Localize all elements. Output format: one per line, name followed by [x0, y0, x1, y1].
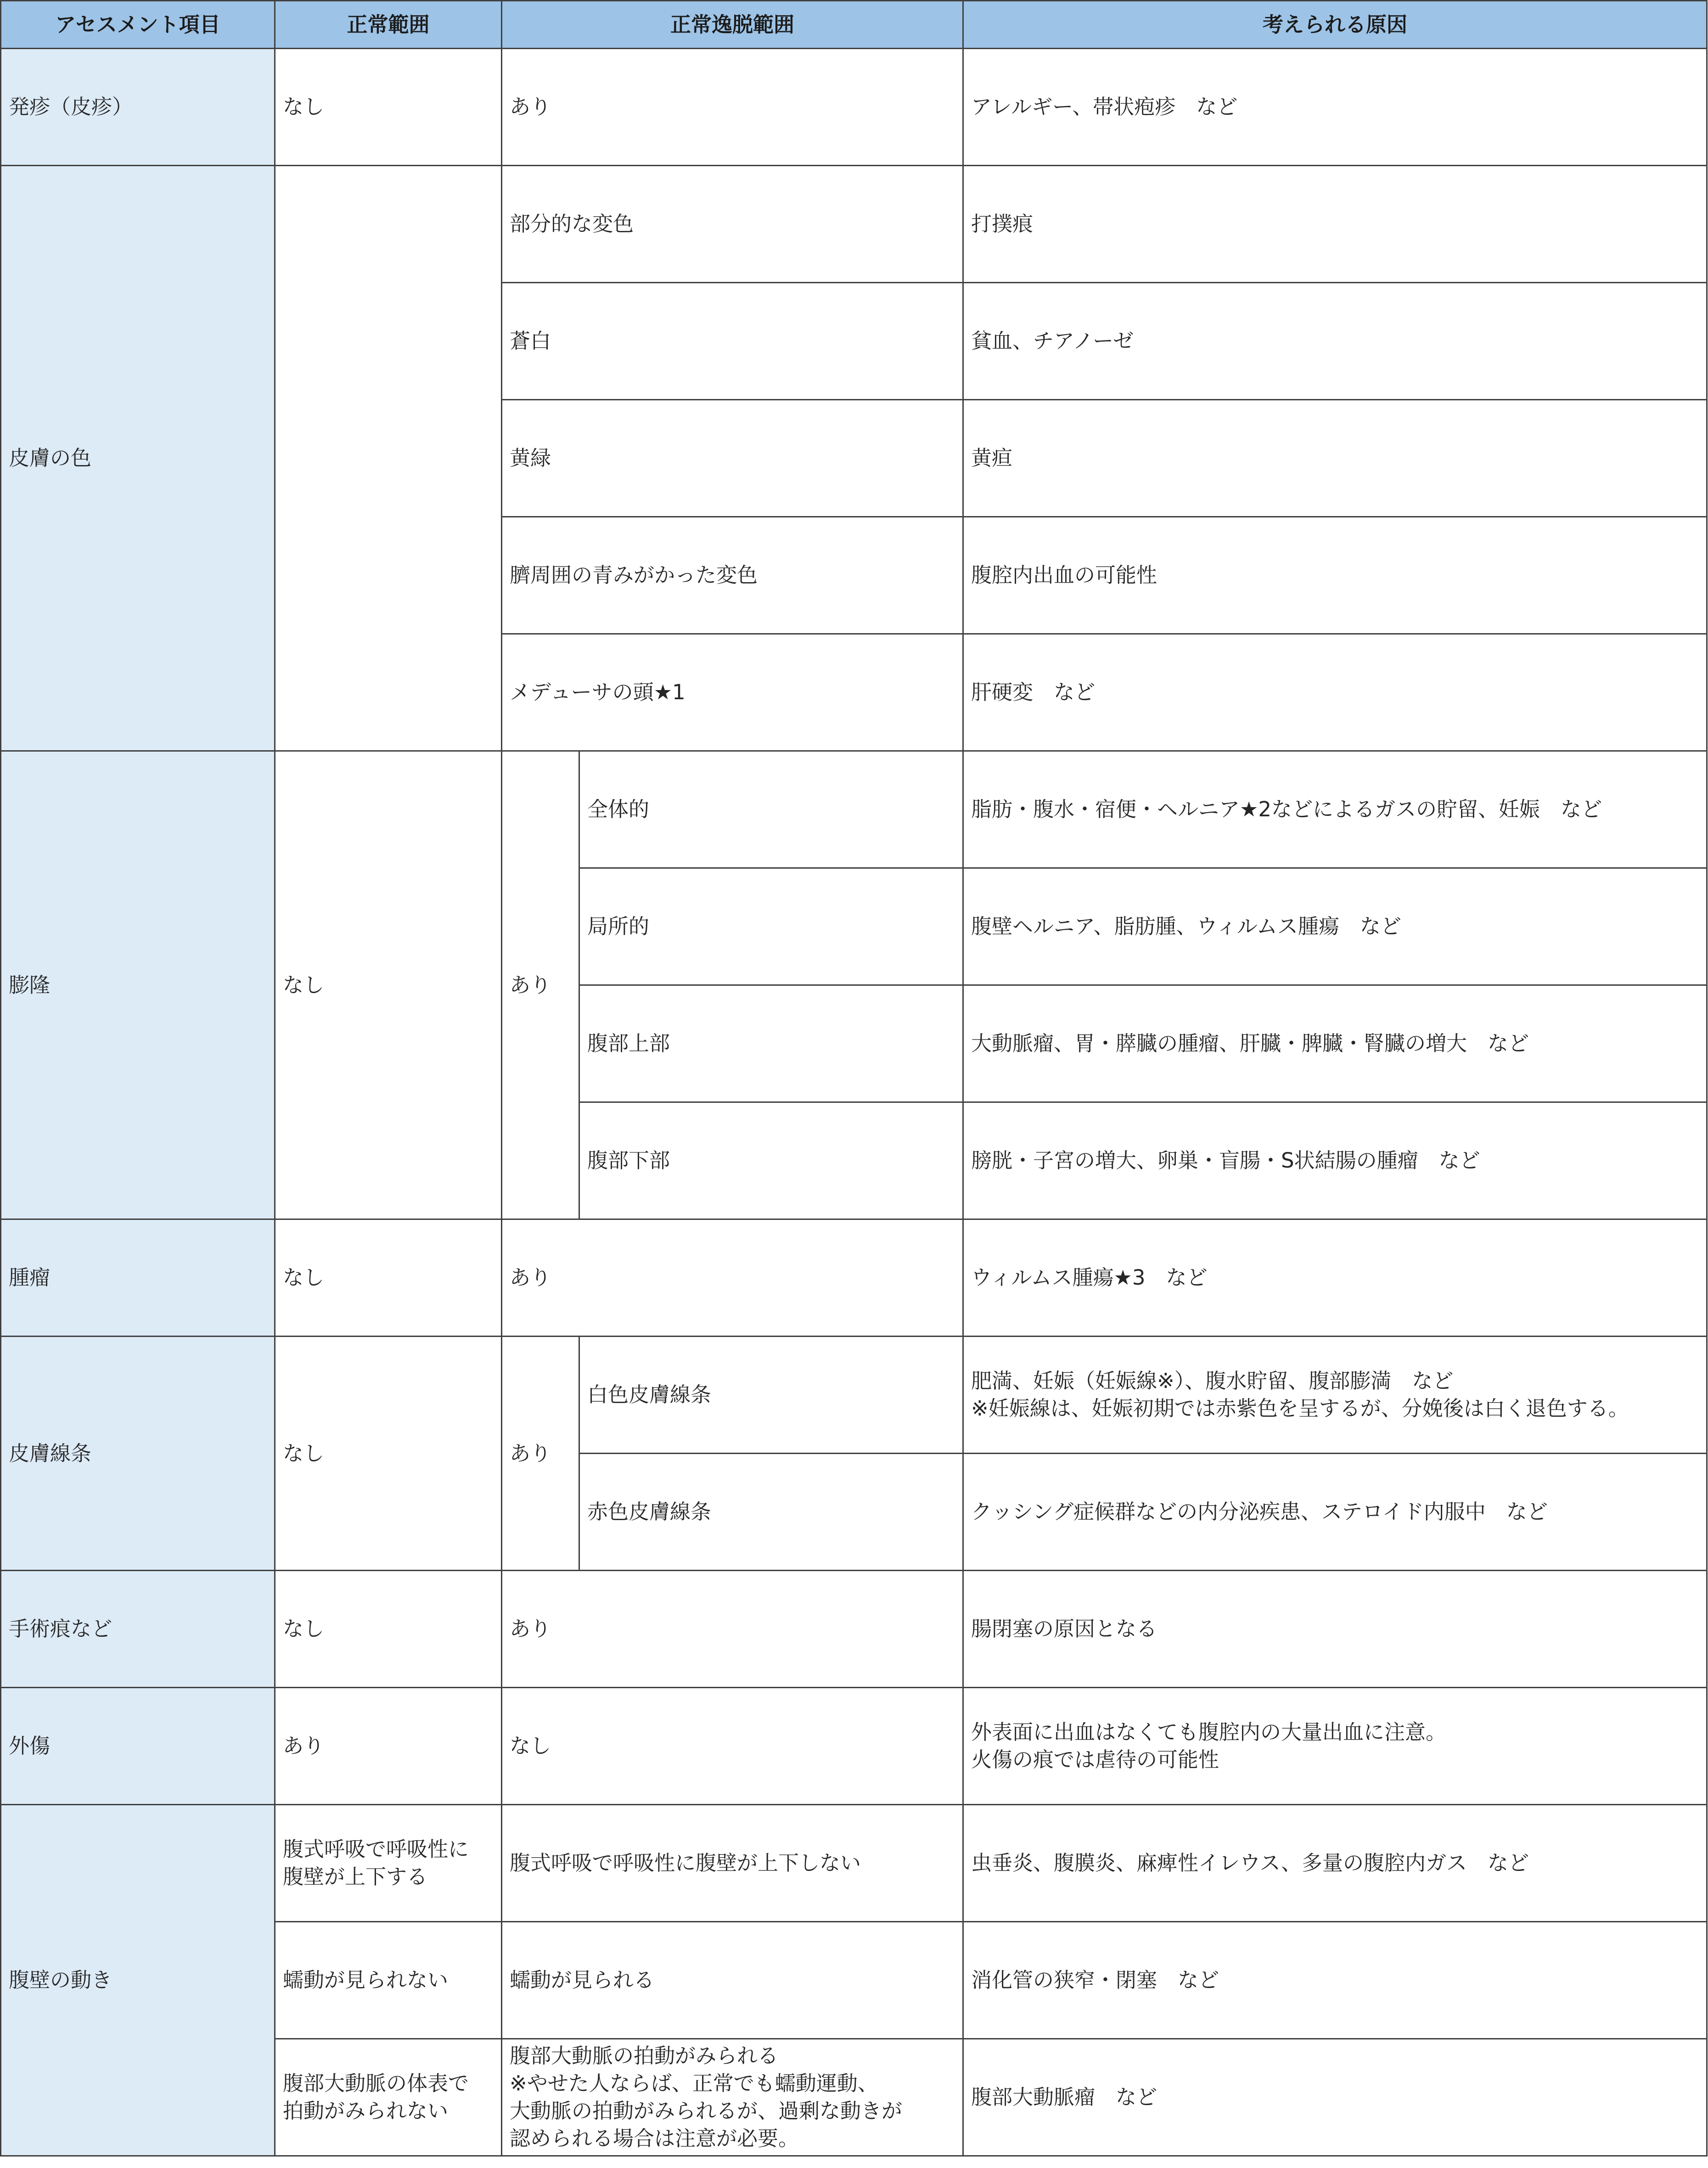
item-rash: 発疹（皮疹） [1, 49, 275, 166]
item-swelling: 膨隆 [1, 751, 275, 1219]
possible-cause: 肥満、妊娠（妊娠線※）、腹水貯留、腹部膨満 など ※妊娠線は、妊娠初期では赤紫色を呈するが、分娩後は白く退色する。 [963, 1337, 1707, 1454]
table-row [1, 49, 1707, 166]
abnormal-range: あり [502, 1337, 579, 1571]
header-row [1, 1, 1707, 49]
abnormal-range: 臍周囲の青みがかった変色 [502, 517, 963, 634]
abnormal-range: 腹式呼吸で呼吸性に腹壁が上下しない [502, 1805, 963, 1922]
header-cause: 考えられる原因 [963, 1, 1707, 49]
possible-cause: 虫垂炎、腹膜炎、麻痺性イレウス、多量の腹腔内ガス など [963, 1805, 1707, 1922]
abnormal-range: なし [502, 1688, 963, 1805]
abnormal-subtype: 腹部上部 [579, 985, 963, 1102]
abnormal-range: 蠕動が見られる [502, 1922, 963, 2039]
abnormal-subtype: 赤色皮膚線条 [579, 1454, 963, 1571]
possible-cause: クッシング症候群などの内分泌疾患、ステロイド内服中 など [963, 1454, 1707, 1571]
possible-cause: 貧血、チアノーゼ [963, 283, 1707, 400]
abnormal-range: あり [502, 751, 579, 1219]
item-trauma: 外傷 [1, 1688, 275, 1805]
abnormal-range: 黄緑 [502, 400, 963, 517]
table-row [1, 1805, 1707, 1922]
normal-range: 蠕動が見られない [275, 1922, 502, 2039]
abnormal-range: 部分的な変色 [502, 166, 963, 283]
table-row [1, 751, 1707, 868]
possible-cause: 大動脈瘤、胃・膵臓の腫瘤、肝臓・脾臓・腎臓の増大 など [963, 985, 1707, 1102]
possible-cause: アレルギー、帯状疱疹 など [963, 49, 1707, 166]
abnormal-subtype: 局所的 [579, 868, 963, 985]
item-tumor: 腫瘤 [1, 1219, 275, 1337]
possible-cause: 黄疸 [963, 400, 1707, 517]
possible-cause: 脂肪・腹水・宿便・ヘルニア★2などによるガスの貯留、妊娠 など [963, 751, 1707, 868]
possible-cause: 腹壁ヘルニア、脂肪腫、ウィルムス腫瘍 など [963, 868, 1707, 985]
header-item: アセスメント項目 [1, 1, 275, 49]
abnormal-range: 蒼白 [502, 283, 963, 400]
normal-range: なし [275, 1219, 502, 1337]
possible-cause: 打撲痕 [963, 166, 1707, 283]
table-row [1, 1337, 1707, 1454]
normal-range: なし [275, 49, 502, 166]
abnormal-range: メデューサの頭★1 [502, 634, 963, 751]
header-abnormal: 正常逸脱範囲 [502, 1, 963, 49]
abnormal-range: あり [502, 1571, 963, 1688]
possible-cause: 腸閉塞の原因となる [963, 1571, 1707, 1688]
possible-cause: 腹部大動脈瘤 など [963, 2039, 1707, 2156]
item-skin-color: 皮膚の色 [1, 166, 275, 751]
possible-cause: ウィルムス腫瘍★3 など [963, 1219, 1707, 1337]
possible-cause: 膀胱・子宮の増大、卵巣・盲腸・S状結腸の腫瘤 など [963, 1102, 1707, 1219]
item-surgical-scar: 手術痕など [1, 1571, 275, 1688]
normal-range [275, 166, 502, 751]
possible-cause: 外表面に出血はなくても腹腔内の大量出血に注意。 火傷の痕では虐待の可能性 [963, 1688, 1707, 1805]
table-row [1, 1219, 1707, 1337]
item-striae: 皮膚線条 [1, 1337, 275, 1571]
abnormal-subtype: 全体的 [579, 751, 963, 868]
abnormal-range: あり [502, 1219, 963, 1337]
possible-cause: 消化管の狭窄・閉塞 など [963, 1922, 1707, 2039]
normal-range: なし [275, 1571, 502, 1688]
normal-range: 腹式呼吸で呼吸性に 腹壁が上下する [275, 1805, 502, 1922]
abnormal-subtype: 腹部下部 [579, 1102, 963, 1219]
abnormal-range: あり [502, 49, 963, 166]
table-row [1, 166, 1707, 283]
abnormal-range: 腹部大動脈の拍動がみられる ※やせた人ならば、正常でも蠕動運動、 大動脈の拍動がみられるが、過剰な動きが 認められる場合は注意が必要。 [502, 2039, 963, 2156]
normal-range: 腹部大動脈の体表で 拍動がみられない [275, 2039, 502, 2156]
normal-range: なし [275, 751, 502, 1219]
normal-range: あり [275, 1688, 502, 1805]
header-normal: 正常範囲 [275, 1, 502, 49]
normal-range: なし [275, 1337, 502, 1571]
item-wall-motion: 腹壁の動き [1, 1805, 275, 2156]
abnormal-subtype: 白色皮膚線条 [579, 1337, 963, 1454]
possible-cause: 肝硬変 など [963, 634, 1707, 751]
table-row [1, 1688, 1707, 1805]
table-row [1, 1571, 1707, 1688]
possible-cause: 腹腔内出血の可能性 [963, 517, 1707, 634]
